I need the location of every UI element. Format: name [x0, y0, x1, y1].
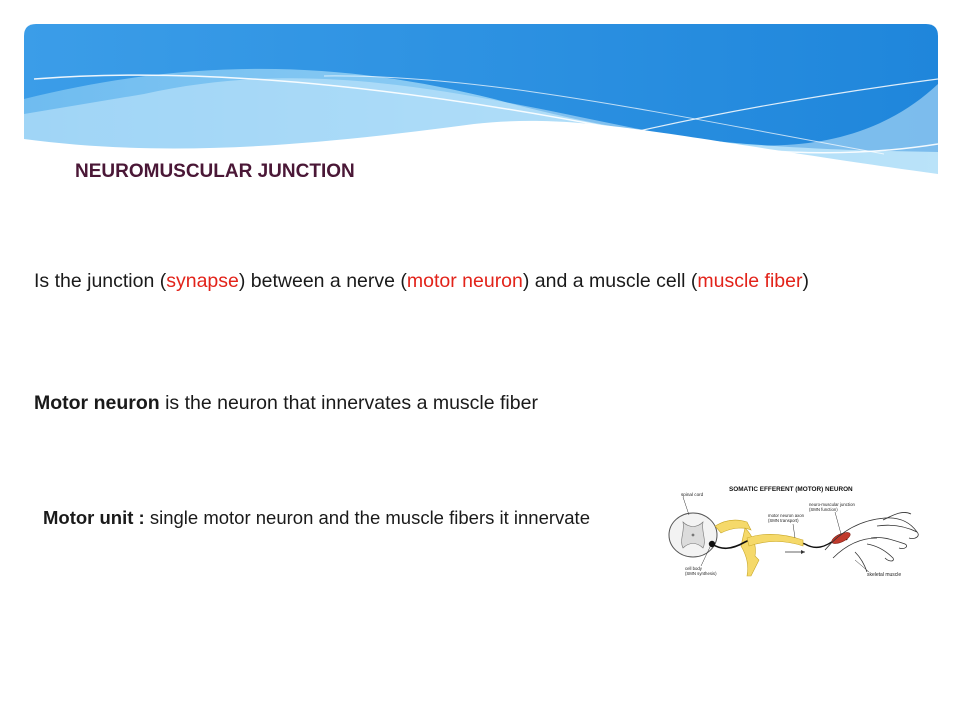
motor-neuron-description: is the neuron that innervates a muscle fiber — [159, 392, 538, 414]
motor-neuron-line — [34, 392, 538, 415]
definition-line — [34, 270, 809, 293]
definition-text-1: Is the junction ( — [34, 270, 167, 292]
motor-neuron-diagram — [655, 480, 927, 588]
header-wave-banner — [24, 24, 938, 174]
label-nmj: neuro-muscular junction — [809, 502, 855, 507]
slide-title: NEUROMUSCULAR JUNCTION — [75, 161, 355, 182]
spinal-cord-shape — [669, 513, 717, 557]
motor-unit-description: single motor neuron and the muscle fibers it innervate — [144, 507, 590, 528]
label-axon: motor neuron axon — [768, 513, 805, 518]
definition-text-4: ) — [802, 270, 809, 292]
label-axon-transport: (SMN transport) — [768, 518, 799, 523]
motor-neuron-highlight: motor neuron — [406, 270, 523, 292]
muscle-fiber-highlight: muscle fiber — [697, 270, 803, 292]
motor-neuron-term: Motor neuron — [34, 392, 160, 414]
label-cell-body-synthesis: (SMN synthesis) — [685, 571, 717, 576]
motor-unit-paragraph — [43, 506, 613, 530]
label-nmj-function: (SMN function) — [809, 507, 838, 512]
label-cell-body: cell body — [685, 566, 702, 571]
label-spinal-cord: spinal cord — [681, 492, 704, 497]
label-skeletal-muscle: skeletal muscle — [867, 572, 902, 578]
synapse-highlight: synapse — [166, 270, 239, 292]
definition-text-3: ) and a muscle cell ( — [522, 270, 698, 292]
figure-title: SOMATIC EFFERENT (MOTOR) NEURON — [729, 486, 853, 493]
definition-text-2: ) between a nerve ( — [238, 270, 407, 292]
muscle-fiber-shape — [830, 530, 852, 546]
motor-unit-term: Motor unit : — [43, 507, 145, 528]
